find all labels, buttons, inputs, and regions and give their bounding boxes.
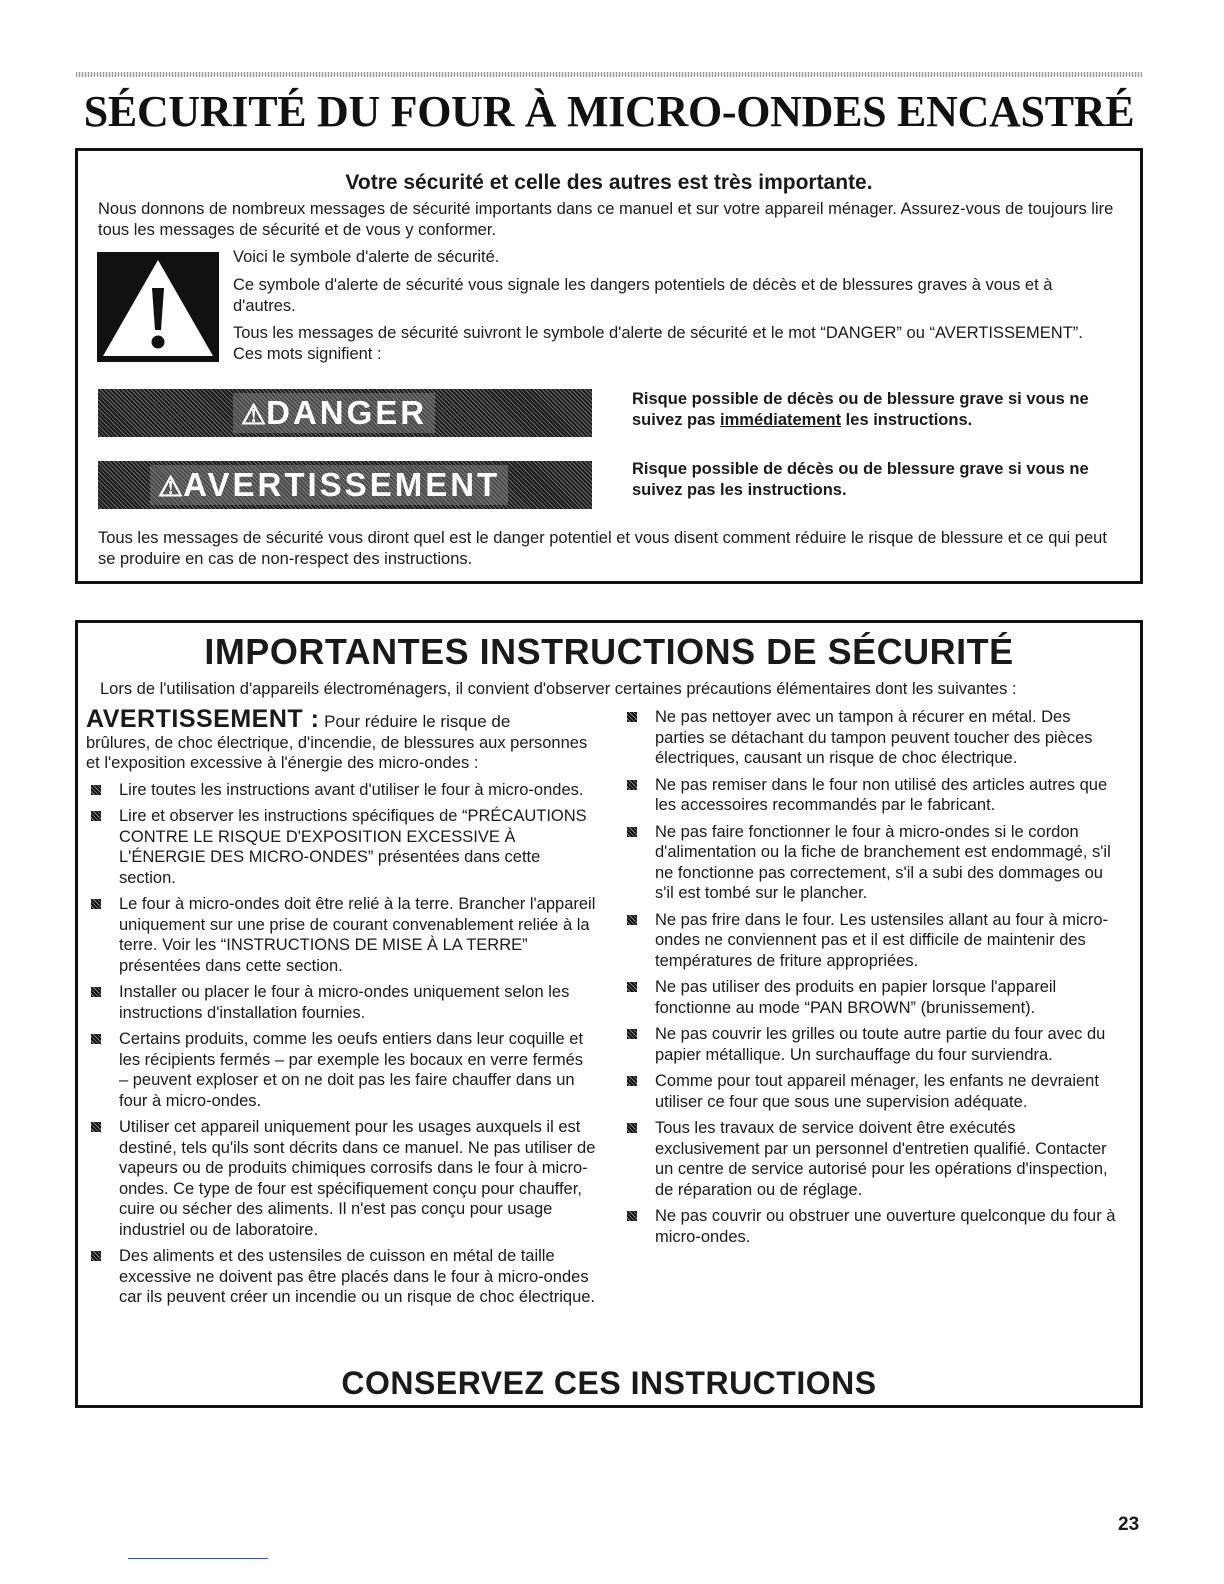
emphasis-underlined: immédiatement bbox=[720, 411, 842, 429]
list-item: Le four à micro-ondes doit être relié à la terre. Brancher l'appareil uniquement sur une prise de courant convenablement reliée à la terre. Voir les “INSTRUCTIONS DE MISE À LA TERRE” présentées dans cette section. bbox=[86, 894, 596, 976]
list-item: Utiliser cet appareil uniquement pour les usages auxquels il est destiné, tels qu'ils sont décrits dans ce manuel. Ne pas utiliser de vapeurs ou de produits chimiques corrosifs dans le four à micro-ondes. Ce type de four est spécifiquement conçu pour chauffer, cuire ou sécher des aliments. Il n'est pas conçu pour usage industriel ou de laboratoire. bbox=[86, 1117, 596, 1240]
instructions-heading: IMPORTANTES INSTRUCTIONS DE SÉCURITÉ bbox=[204, 631, 1014, 672]
list-item: Certains produits, comme les oeufs entiers dans leur coquille et les récipients fermés – par exemple les bocaux en verre fermés – peuvent exploser et on ne doit pas les faire chauffer dans un four à micro-ondes. bbox=[86, 1029, 596, 1111]
list-item: Lire toutes les instructions avant d'utiliser le four à micro-ondes. bbox=[86, 780, 596, 801]
danger-banner bbox=[98, 389, 592, 437]
square-bullet-icon bbox=[627, 1123, 637, 1133]
warning-banner bbox=[98, 461, 592, 509]
square-bullet-icon bbox=[627, 780, 637, 790]
list-item: Ne pas couvrir les grilles ou toute autre partie du four avec du papier métallique. Un surchauffage du four surviendra. bbox=[622, 1024, 1122, 1065]
warning-word: AVERTISSEMENT : bbox=[86, 705, 320, 733]
danger-label: ⚠DANGER bbox=[233, 393, 435, 433]
right-column bbox=[622, 707, 1122, 1253]
square-bullet-icon bbox=[91, 785, 101, 795]
list-item: Comme pour tout appareil ménager, les enfants ne devraient utiliser ce four que sous une supervision adéquate. bbox=[622, 1071, 1122, 1112]
symbol-meaning: Ce symbole d'alerte de sécurité vous signale les dangers potentiels de décès et de blessures graves à vous et à d'autres. bbox=[233, 276, 1053, 315]
square-bullet-icon bbox=[91, 899, 101, 909]
warning-triangle-icon: ⚠ bbox=[241, 399, 267, 430]
page-number: 23 bbox=[1118, 1514, 1140, 1535]
left-column bbox=[86, 705, 596, 1314]
square-bullet-icon bbox=[627, 1211, 637, 1221]
list-item: Installer ou placer le four à micro-ondes uniquement selon les instructions d'installation fournies. bbox=[86, 982, 596, 1023]
page-title: SÉCURITÉ DU FOUR À MICRO-ONDES ENCASTRÉ bbox=[83, 87, 1135, 136]
safety-outro: Tous les messages de sécurité vous diront quel est le danger potentiel et vous disent comment réduire le risque de blessure et ce qui peut se produire en cas de non-respect des instructions. bbox=[98, 529, 1107, 568]
square-bullet-icon bbox=[91, 1251, 101, 1261]
right-list bbox=[622, 707, 1122, 1247]
list-item: Tous les travaux de service doivent être exécutés exclusivement par un personnel d'entretien qualifié. Contacter un centre de service autorisé pour les opérations d'inspection, de réparation ou de réglage. bbox=[622, 1118, 1122, 1200]
square-bullet-icon bbox=[91, 1122, 101, 1132]
symbol-words: Tous les messages de sécurité suivront le symbole d'alerte de sécurité et le mot “DANGER” ou “AVERTISSEMENT”. Ces mots signifient : bbox=[233, 324, 1083, 363]
square-bullet-icon bbox=[627, 1076, 637, 1086]
warning-description: Risque possible de décès ou de blessure grave si vous ne suivez pas les instructions. bbox=[632, 460, 1089, 499]
safety-box bbox=[75, 148, 1143, 584]
warning-paragraph: AVERTISSEMENT : Pour réduire le risque de brûlures, de choc électrique, d'incendie, de blessures aux personnes et l'exposition excessive à l'énergie des micro-ondes : bbox=[86, 705, 588, 772]
square-bullet-icon bbox=[91, 987, 101, 997]
square-bullet-icon bbox=[627, 827, 637, 837]
safety-heading: Votre sécurité et celle des autres est très importante. bbox=[345, 171, 873, 194]
bottom-rule bbox=[128, 1558, 268, 1559]
list-item: Ne pas remiser dans le four non utilisé des articles autres que les accessoires recommandés par le fabricant. bbox=[622, 775, 1122, 816]
instructions-box bbox=[75, 620, 1143, 1408]
list-item: Ne pas nettoyer avec un tampon à récurer en métal. Des parties se détachant du tampon peuvent toucher des pièces électriques, causant un risque de choc électrique. bbox=[622, 707, 1122, 769]
list-item: Des aliments et des ustensiles de cuisson en métal de taille excessive ne doivent pas être placés dans le four à micro-ondes car ils peuvent créer un incendie ou un risque de choc électrique. bbox=[86, 1246, 596, 1308]
safety-alert-icon bbox=[97, 252, 219, 362]
warning-triangle-icon: ⚠ bbox=[158, 471, 184, 502]
list-item: Lire et observer les instructions spécifiques de “PRÉCAUTIONS CONTRE LE RISQUE D'EXPOSITION EXCESSIVE À L'ÉNERGIE DES MICRO-ONDES” présentées dans cette section. bbox=[86, 806, 596, 888]
instructions-lead: Lors de l'utilisation d'appareils électroménagers, il convient d'observer certaines précautions élémentaires dont les suivantes : bbox=[100, 680, 1017, 698]
square-bullet-icon bbox=[627, 1029, 637, 1039]
save-instructions-title: CONSERVEZ CES INSTRUCTIONS bbox=[341, 1365, 877, 1401]
warning-label: ⚠AVERTISSEMENT bbox=[150, 465, 508, 505]
square-bullet-icon bbox=[91, 811, 101, 821]
square-bullet-icon bbox=[627, 915, 637, 925]
list-item: Ne pas frire dans le four. Les ustensiles allant au four à micro-ondes ne conviennent pas et il est difficile de maintenir des températures de friture appropriées. bbox=[622, 910, 1122, 972]
danger-description: Risque possible de décès ou de blessure grave si vous ne suivez pas immédiatement les instructions. bbox=[632, 390, 1089, 429]
square-bullet-icon bbox=[627, 982, 637, 992]
safety-intro: Nous donnons de nombreux messages de sécurité importants dans ce manuel et sur votre appareil ménager. Assurez-vous de toujours lire tous les messages de sécurité et de vous y conformer. bbox=[98, 200, 1114, 239]
list-item: Ne pas couvrir ou obstruer une ouverture quelconque du four à micro-ondes. bbox=[622, 1206, 1122, 1247]
list-item: Ne pas faire fonctionner le four à micro-ondes si le cordon d'alimentation ou la fiche de branchement est endommagé, s'il ne fonctionne pas correctement, s'il a subi des dommages ou s'il est tombé sur le plancher. bbox=[622, 822, 1122, 904]
square-bullet-icon bbox=[627, 712, 637, 722]
square-bullet-icon bbox=[91, 1034, 101, 1044]
list-item: Ne pas utiliser des produits en papier lorsque l'appareil fonctionne au mode “PAN BROWN” (brunissement). bbox=[622, 977, 1122, 1018]
top-divider bbox=[76, 72, 1142, 77]
symbol-intro: Voici le symbole d'alerte de sécurité. bbox=[233, 248, 500, 266]
left-list bbox=[86, 780, 596, 1308]
